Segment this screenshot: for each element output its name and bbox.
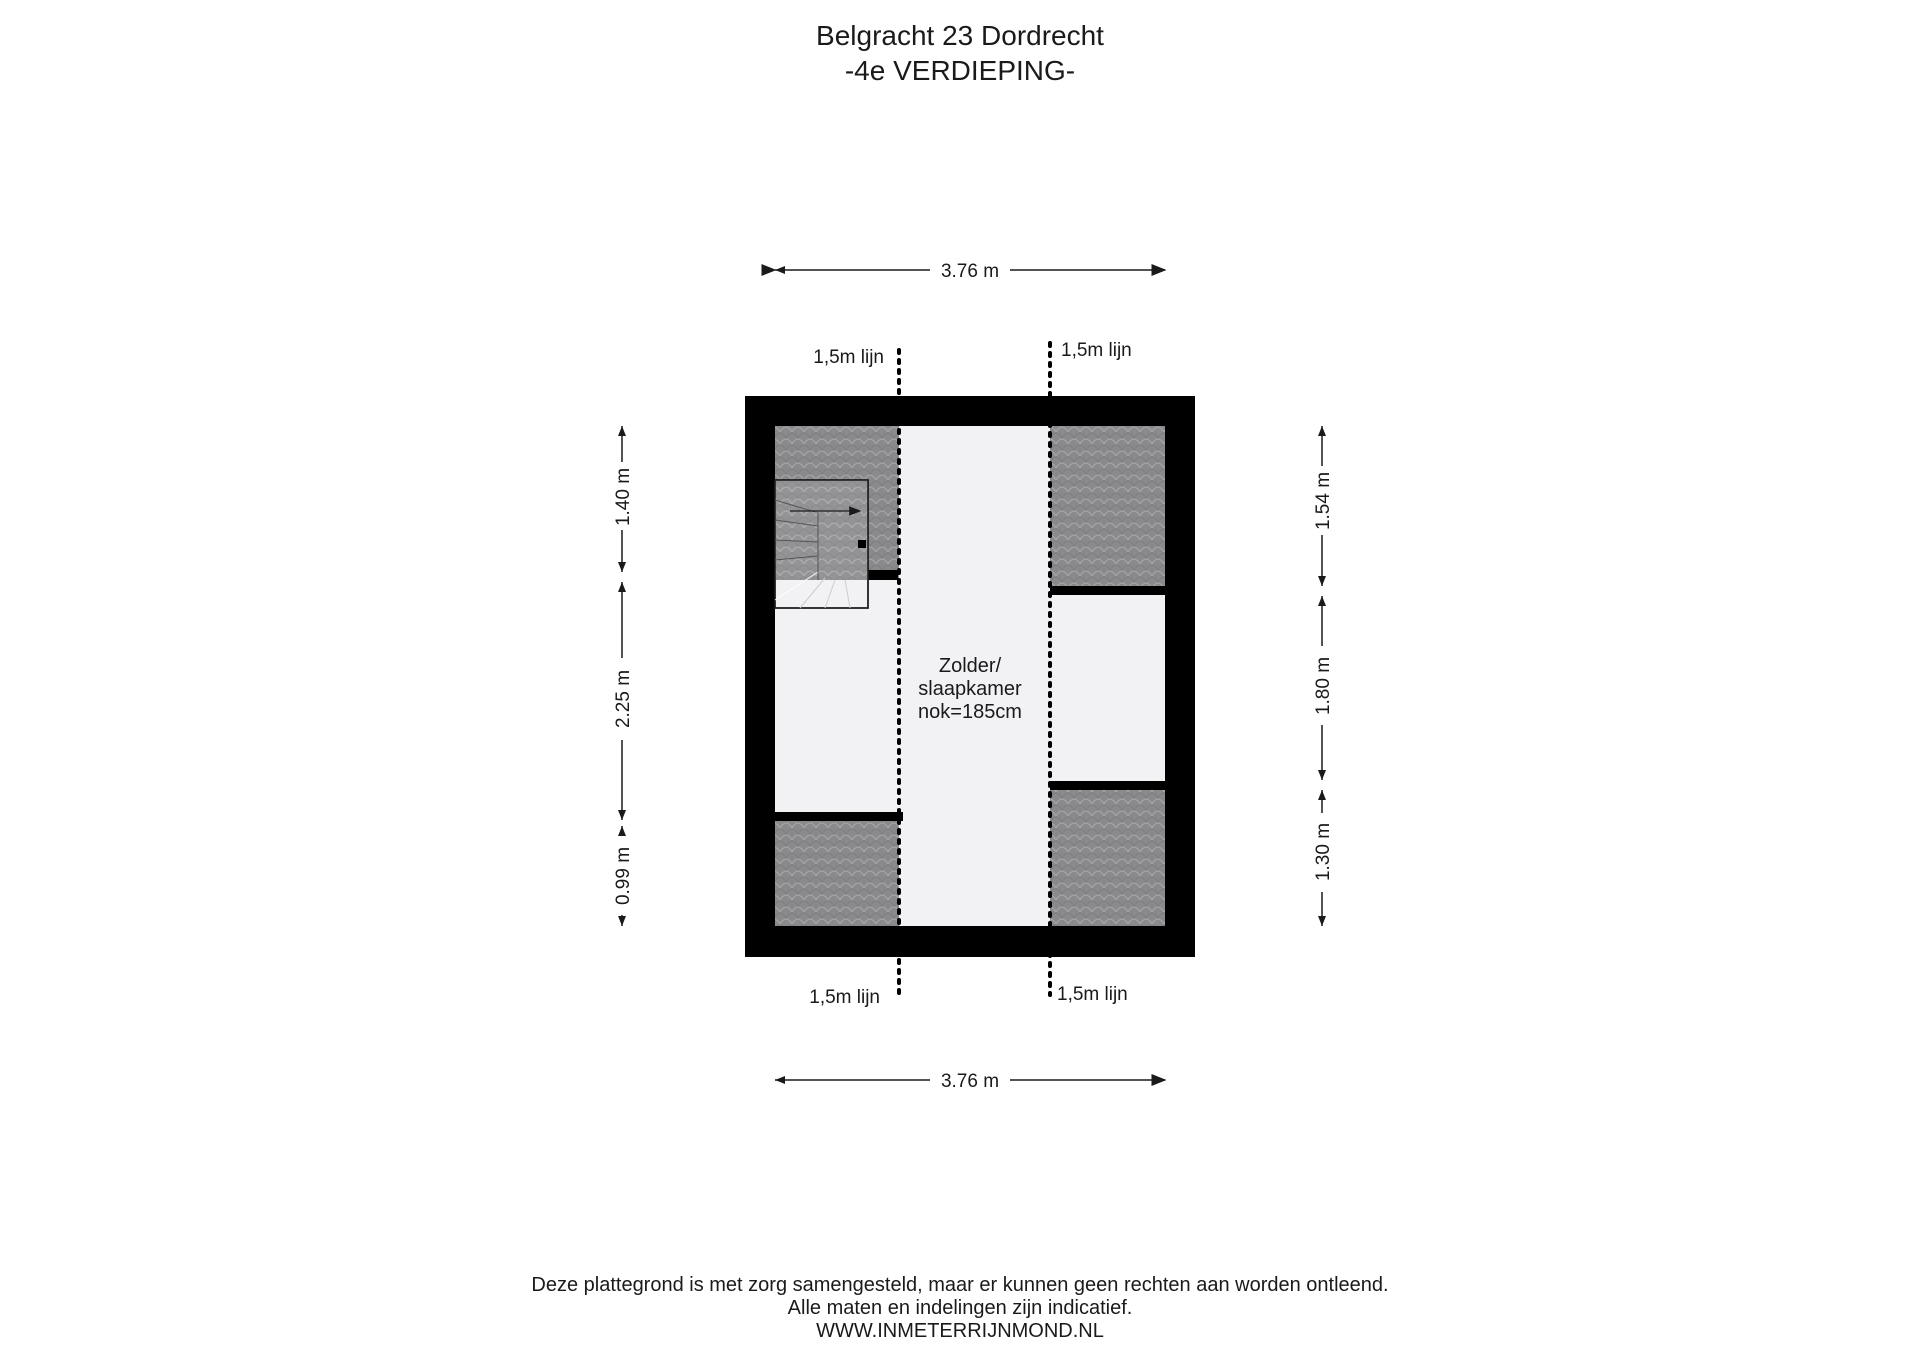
dimension-top [775,261,1165,282]
dimension-top-label: 3.76 m [940,261,1000,282]
floor-label: -4e VERDIEPING- [844,55,1076,86]
dimension-right-lower: 1.30 m [1313,822,1334,882]
left-wall-notch [745,580,775,812]
line-label-bottom-right: 1,5m lijn [1057,984,1128,1005]
dimension-bottom [775,1071,1165,1092]
staircase [775,480,868,608]
dimension-bottom-label: 3.76 m [940,1071,1000,1092]
inner-wall-right-lower [1050,781,1165,790]
inner-wall-right-upper [1050,586,1165,595]
disclaimer-note: Alle maten en indelingen zijn indicatief. [787,1297,1133,1319]
plan-title: Belgracht 23 Dordrecht [816,20,1104,51]
inner-wall-left-lower [775,812,903,821]
line-label-top-right: 1,5m lijn [1061,340,1132,361]
line-label-bottom-left: 1,5m lijn [809,987,880,1008]
disclaimer: Deze plattegrond is met zorg samengesteld, maar er kunnen geen rechten aan worden ontleend. [531,1274,1389,1296]
website-url: WWW.INMETERRIJNMOND.NL [816,1320,1104,1342]
dimension-left-lower: 0.99 m [613,846,634,906]
roof-slope-bottom-right [1050,790,1165,926]
roof-slope-top-right [1050,426,1165,592]
room-name-line2: slaapkamer [918,678,1022,700]
room-name-line1: Zolder/ [938,655,1002,677]
dimension-right-middle: 1.80 m [1313,656,1334,716]
dimension-right-upper: 1.54 m [1313,471,1334,531]
ridge-height: nok=185cm [918,701,1022,723]
roof-slope-bottom-left [775,820,899,926]
line-label-top-left: 1,5m lijn [813,347,884,368]
dormer-wall-right [1165,592,1195,782]
dimension-left-middle: 2.25 m [613,669,634,729]
dimension-left-upper: 1.40 m [613,467,634,527]
stair-wall-stub [868,570,898,580]
